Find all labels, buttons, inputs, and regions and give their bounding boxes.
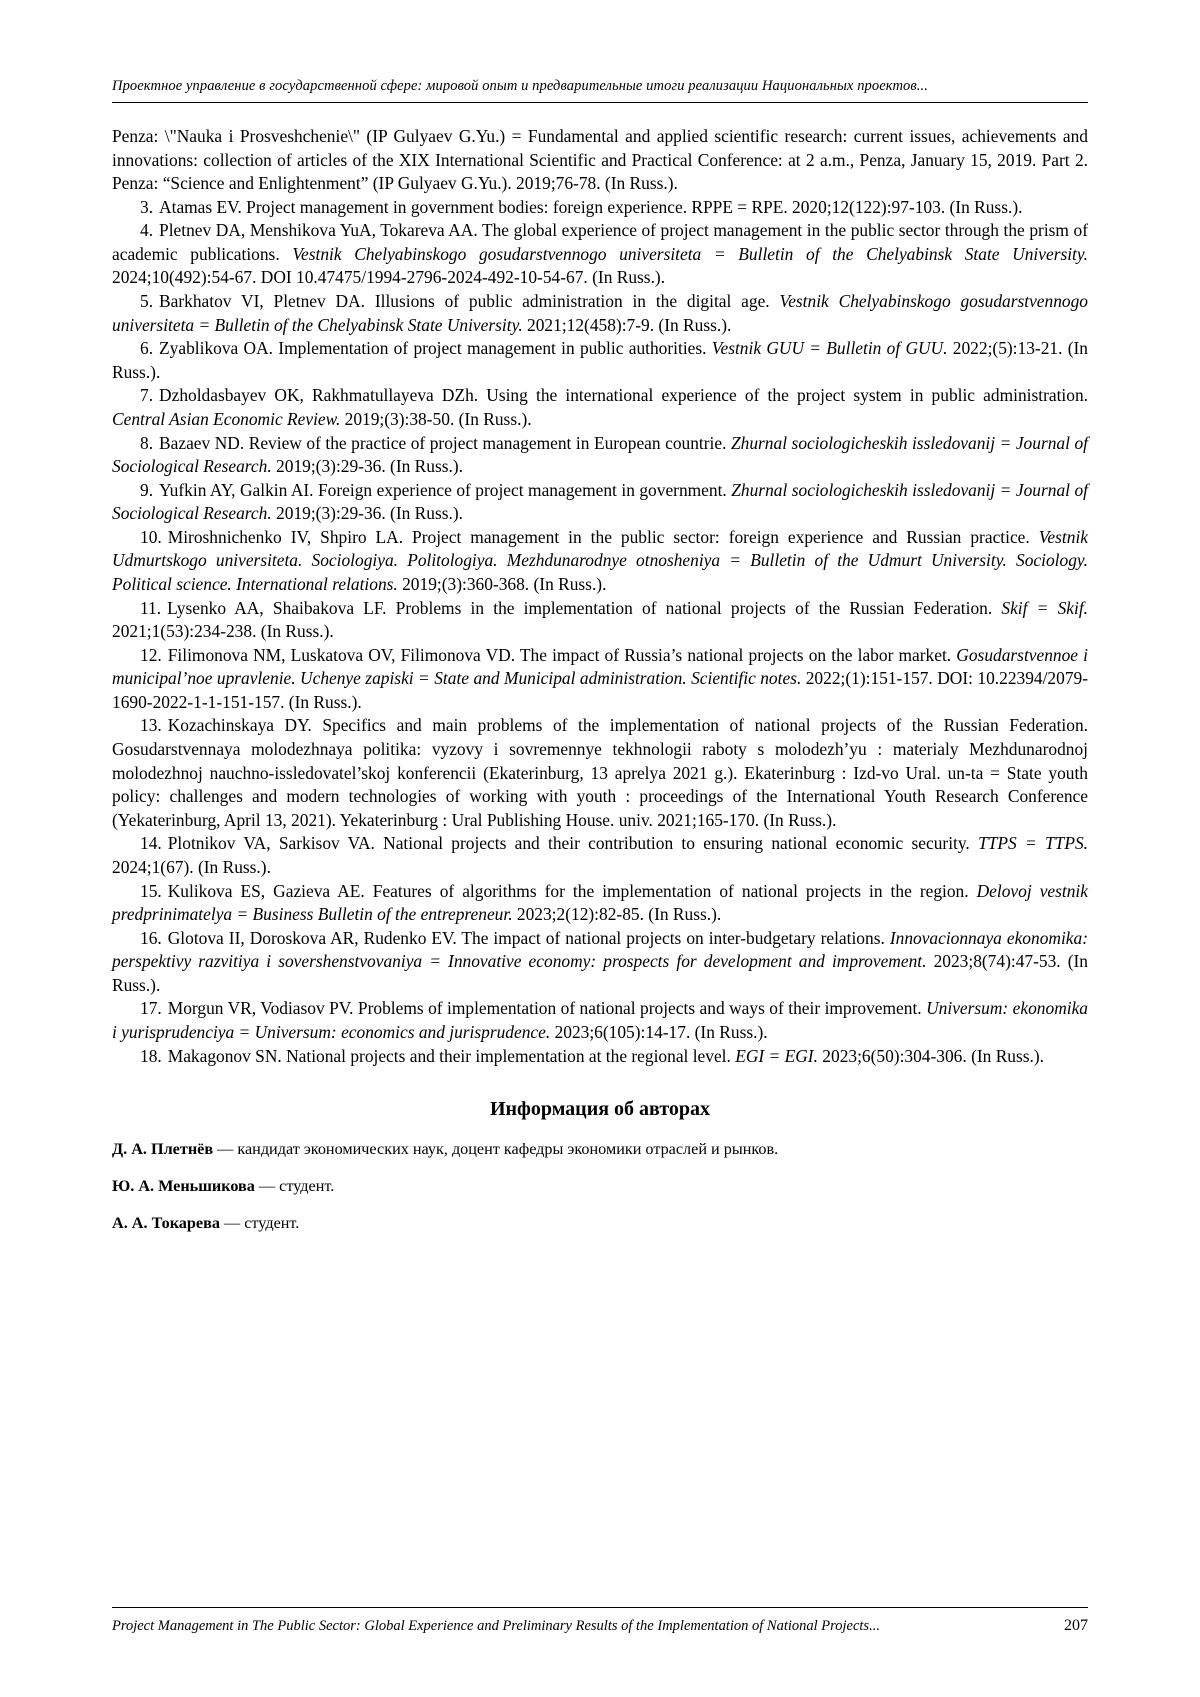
author-name: Д. А. Плетнёв (112, 1140, 214, 1159)
reference-text: 2019;(3):38-50. (In Russ.). (340, 408, 532, 429)
reference-source-title: Universum: ekonomika i yurisprudenciya = Universum: economics and jurisprudence. (112, 998, 1088, 1042)
reference-text: Kulikova ES, Gazieva AE. Features of algorithms for the implementation of national projects in the region. (167, 880, 977, 901)
author-entry (112, 1176, 1088, 1198)
reference-item (112, 597, 1088, 644)
reference-number: 3. (140, 196, 154, 217)
reference-text: 2019;(3):360-368. (In Russ.). (397, 573, 607, 594)
reference-number: 13. (140, 715, 162, 736)
reference-text: 2024;10(492):54-67. DOI 10.47475/1994-2796-2024-492-10-54-67. (In Russ.). (112, 267, 666, 288)
reference-text: Pletnev DA, Menshikova YuA, Tokareva AA. The global experience of project management in the public sector through the prism of academic publications. (112, 220, 1088, 264)
authors-list (112, 1139, 1088, 1235)
reference-number: 10. (140, 526, 162, 547)
reference-text: 2021;1(53):234-238. (In Russ.). (112, 621, 334, 642)
reference-text: 2023;6(105):14-17. (In Russ.). (550, 1021, 768, 1042)
reference-text: Kozachinskaya DY. Specifics and main problems of the implementation of national projects of the Russian Federation. Gosudarstvennaya molodezhnaya politika: vyzovy i sovremennye tekhnologii raboty s molodezh’yu : materialy Mezhdunarodnoj molodezhnoj nauchno-issledovatel’skoj konferencii (Ekaterinburg, 13 aprelya 2021 g.). Ekaterinburg : Izd-vo Ural. un-ta = State youth policy: challenges and modern technologies of working with youth : proceedings of the International Youth Research Conference (Yekaterinburg, April 13, 2021). Yekaterinburg : Ural Publishing House. univ. 2021;165-170. (In Russ.). (112, 715, 1088, 830)
reference-item (112, 196, 1088, 220)
author-description: — студент. (219, 1213, 300, 1232)
reference-number: 8. (140, 432, 154, 453)
author-entry (112, 1139, 1088, 1161)
reference-number: 7. (140, 385, 154, 406)
reference-text: Morgun VR, Vodiasov PV. Problems of implementation of national projects and ways of their improvement. (167, 998, 927, 1019)
reference-text: 2022;(5):13-21. (In Russ.). (112, 338, 1088, 382)
reference-source-title: TTPS = TTPS. (978, 833, 1089, 854)
reference-text: 2022;(1):151-157. DOI: 10.22394/2079-1690-2022-1-1-151-157. (In Russ.). (112, 668, 1089, 712)
reference-number: 5. (140, 291, 154, 312)
reference-source-title: Vestnik Chelyabinskogo gosudarstvennogo universiteta = Bulletin of the Chelyabinsk State University. (112, 291, 1088, 335)
reference-item (112, 526, 1088, 597)
reference-number: 11. (140, 597, 162, 618)
reference-number: 12. (140, 644, 162, 665)
reference-item (112, 1045, 1088, 1069)
reference-source-title: Zhurnal sociologicheskih issledovanij = Journal of Sociological Research. (112, 432, 1088, 477)
reference-source-title: Vestnik Udmurtskogo universiteta. Sociologiya. Politologiya. Mezhdunarodnye otnosheniya = Bulletin of the Udmurt University. Sociology. Political science. International relations. (112, 526, 1088, 594)
reference-number: 6. (140, 338, 154, 359)
reference-text: Glotova II, Doroskova AR, Rudenko EV. The impact of national projects on inter-budgetary relations. (167, 927, 890, 948)
reference-source-title: Vestnik GUU = Bulletin of GUU. (711, 338, 948, 359)
author-description: — кандидат экономических наук, доцент кафедры экономики отраслей и рынков. (213, 1140, 779, 1159)
reference-item (112, 479, 1088, 526)
reference-text: Bazaev ND. Review of the practice of project management in European countrie. (159, 432, 731, 453)
reference-continuation: Penza: \"Nauka i Prosveshchenie\" (IP Gulyaev G.Yu.) = Fundamental and applied scientific research: current issues, achievements and innovations: collection of articles of the XIX International Scientific and Practical Conference: at 2 a.m., Penza, January 15, 2019. Part 2. Penza: “Science and Enlightenment” (IP Gulyaev G.Yu.). 2019;76-78. (In Russ.). (112, 126, 1088, 194)
reference-source-title: Zhurnal sociologicheskih issledovanij = Journal of Sociological Research. (112, 479, 1088, 524)
reference-text: Dzholdasbayev OK, Rakhmatullayeva DZh. Using the international experience of the project system in public administration. (159, 385, 1088, 406)
reference-source-title: EGI = EGI. (735, 1045, 818, 1066)
reference-item (112, 714, 1088, 832)
reference-source-title: Vestnik Chelyabinskogo gosudarstvennogo universiteta = Bulletin of the Chelyabinsk State University. (292, 243, 1088, 264)
reference-text: Makagonov SN. National projects and their implementation at the regional level. (167, 1045, 736, 1066)
reference-number: 9. (140, 479, 154, 500)
reference-item (112, 927, 1088, 998)
reference-item (112, 384, 1088, 431)
reference-text: 2019;(3):29-36. (In Russ.). (271, 456, 463, 477)
footer-running-title: Project Management in The Public Sector: Global Experience and Preliminary Results of the Implementation of National Projects... (112, 1618, 880, 1634)
author-name: Ю. А. Меньшикова (112, 1176, 255, 1195)
reference-item (112, 290, 1088, 337)
reference-list (112, 196, 1088, 1068)
running-head: Проектное управление в государственной сфере: мировой опыт и предварительные итоги реализации Национальных проектов... (112, 78, 1088, 103)
reference-text: Barkhatov VI, Pletnev DA. Illusions of public administration in the digital age. (159, 291, 780, 312)
author-description: — студент. (254, 1176, 335, 1195)
reference-item (112, 880, 1088, 927)
reference-text: Filimonova NM, Luskatova OV, Filimonova VD. The impact of Russia’s national projects on the labor market. (167, 644, 957, 665)
reference-item (112, 644, 1088, 715)
author-name: А. А. Токарева (112, 1213, 220, 1232)
reference-number: 15. (140, 880, 162, 901)
reference-text: Lysenko AA, Shaibakova LF. Problems in the implementation of national projects of the Russian Federation. (167, 597, 1002, 618)
author-entry (112, 1213, 1088, 1235)
reference-number: 4. (140, 220, 154, 241)
reference-item (112, 832, 1088, 879)
reference-text: 2023;8(74):47-53. (In Russ.). (112, 951, 1088, 995)
reference-source-title: Central Asian Economic Review. (112, 408, 341, 429)
reference-number: 17. (140, 998, 162, 1019)
reference-text: Yufkin AY, Galkin AI. Foreign experience of project management in government. (159, 479, 732, 500)
reference-item (112, 997, 1088, 1044)
reference-source-title: Delovoj vestnik predprinimatelya = Business Bulletin of the entrepreneur. (112, 880, 1088, 925)
reference-text: Zyablikova OA. Implementation of project management in public authorities. (159, 338, 712, 359)
authors-section-title: Информация об авторах (489, 1098, 711, 1121)
reference-source-title: Skif = Skif. (1001, 597, 1088, 618)
reference-text: Plotnikov VA, Sarkisov VA. National projects and their contribution to ensuring national economic security. (167, 833, 979, 854)
page-number: 207 (1064, 1617, 1088, 1634)
reference-text: 2023;6(50):304-306. (In Russ.). (817, 1045, 1045, 1066)
reference-source-title: Innovacionnaya ekonomika: perspektivy razvitiya i sovershenstvovaniya = Innovative economy: prospects for development and improvement. (112, 927, 1088, 972)
reference-text: Miroshnichenko IV, Shpiro LA. Project management in the public sector: foreign experience and Russian practice. (167, 526, 1039, 547)
reference-text: 2019;(3):29-36. (In Russ.). (271, 503, 463, 524)
reference-number: 16. (140, 927, 162, 948)
reference-text: 2024;1(67). (In Russ.). (112, 856, 271, 877)
reference-text: Atamas EV. Project management in government bodies: foreign experience. RPPE = RPE. 2020;12(122):97-103. (In Russ.). (159, 196, 1023, 217)
references-body (112, 125, 1088, 1068)
reference-item (112, 432, 1088, 479)
reference-item (112, 337, 1088, 384)
reference-number: 18. (140, 1045, 162, 1066)
reference-text: 2023;2(12):82-85. (In Russ.). (512, 904, 722, 925)
page-footer (112, 1607, 1088, 1635)
reference-number: 14. (140, 833, 162, 854)
reference-item (112, 219, 1088, 290)
reference-source-title: Gosudarstvennoe i municipal’noe upravlenie. Uchenye zapiski = State and Municipal administration. Scientific notes. (112, 644, 1088, 689)
reference-text: 2021;12(458):7-9. (In Russ.). (522, 314, 732, 335)
